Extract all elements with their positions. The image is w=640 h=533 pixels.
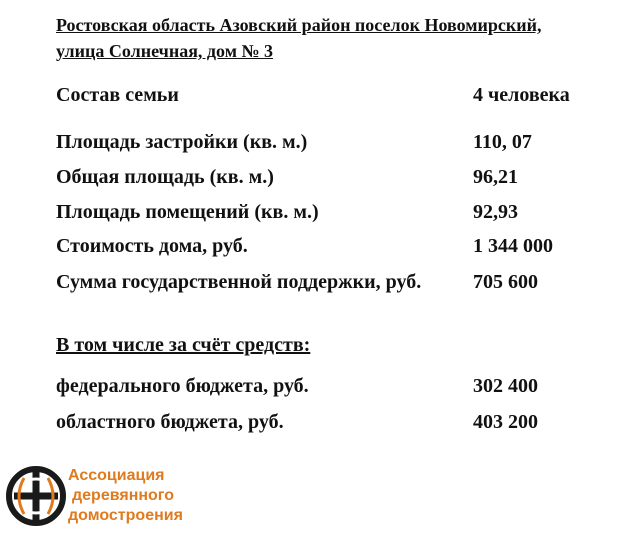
row-value: 110, 07 (473, 131, 532, 153)
row-label: Площадь помещений (кв. м.) (56, 201, 319, 223)
row-value: 302 400 (473, 375, 538, 397)
row-label: Состав семьи (56, 84, 179, 106)
logo-line-2: деревянного (72, 487, 175, 504)
row-label: Стоимость дома, руб. (56, 235, 248, 257)
association-logo-icon (4, 464, 68, 528)
funding-subheading: В том числе за счёт средств: (56, 334, 311, 356)
logo-line-1: Ассоциация (68, 467, 165, 484)
row-label: Сумма государственной поддержки, руб. (56, 271, 422, 293)
row-label: областного бюджета, руб. (56, 411, 284, 433)
address-line-1: Ростовская область Азовский район поселок Новомирский, (56, 15, 542, 35)
row-value: 92,93 (473, 201, 518, 223)
address-line-2: улица Солнечная, дом № 3 (56, 41, 274, 61)
address-header (56, 12, 626, 64)
row-value: 403 200 (473, 411, 538, 433)
row-label: федерального бюджета, руб. (56, 375, 309, 397)
row-value: 1 344 000 (473, 235, 553, 257)
row-label: Площадь застройки (кв. м.) (56, 131, 308, 153)
association-logo-text (68, 466, 183, 526)
row-value: 4 человека (473, 84, 570, 106)
row-value: 705 600 (473, 271, 538, 293)
row-label: Общая площадь (кв. м.) (56, 166, 274, 188)
logo-line-3: домостроения (68, 507, 183, 524)
row-value: 96,21 (473, 166, 518, 188)
